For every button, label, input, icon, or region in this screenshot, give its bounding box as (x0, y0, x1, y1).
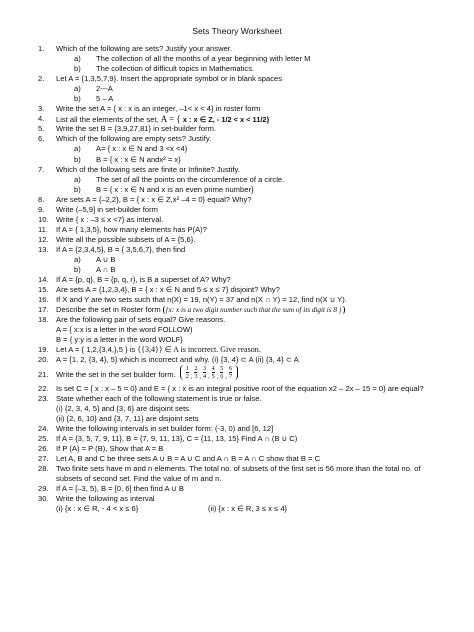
question-text (96, 94, 113, 104)
question-line (38, 195, 456, 205)
question-number: b) (74, 184, 81, 194)
question-text-main: Write the following as interval (56, 494, 155, 504)
question-text-main: (i) {x : x ∈ R, - 4 < x ≤ 6} (56, 504, 139, 514)
question-text-main: Are the following pair of sets equal? Give reasons. (56, 315, 226, 325)
question-number: 8. (38, 194, 45, 204)
question-number: b) (74, 94, 81, 104)
question-line (38, 434, 456, 444)
question-text (56, 484, 184, 494)
question-text-main: (ii) {2, 6, 10} and {3, 7, 11} are disjoint sets (56, 413, 199, 423)
question-text-main: Are sets A = {1,2,3,4}, B = { x : x ∈ N and 5 ≤ x ≤ 7} disjoint? Why? (56, 285, 280, 295)
question-text-main: If A = {p, q}, B = {p, q, r}, is B a superset of A? Why? (56, 275, 231, 285)
fraction-denominator: 7 (228, 373, 233, 380)
question-number: 27. (38, 453, 49, 463)
question-text-main: The set of all the points on the circumference of a circle. (96, 174, 285, 184)
question-text (56, 494, 155, 504)
question-continuation (38, 474, 456, 484)
question-line (38, 235, 456, 245)
question-text (56, 345, 261, 355)
question-number: 26. (38, 443, 49, 453)
question-text (56, 454, 320, 464)
question-text (56, 134, 211, 144)
question-line (38, 464, 456, 474)
question-line (38, 424, 456, 434)
question-text (56, 464, 421, 474)
question-text (56, 335, 183, 345)
question-text (96, 185, 254, 195)
question-line (38, 104, 456, 114)
question-continuation (38, 335, 456, 345)
question-text-main: Let A = {1,3,5,7,9}. Insert the appropriate symbol or in blank spaces (56, 74, 283, 84)
question-text-main: Which of the following sets are finite or Infinite? Justify. (56, 164, 240, 174)
question-number: 14. (38, 275, 49, 285)
fraction (203, 365, 206, 380)
question-text (56, 315, 225, 325)
sub-question (38, 94, 456, 104)
question-line (38, 366, 456, 384)
fraction-numerator: 1 (185, 365, 189, 372)
question-number: 23. (38, 393, 49, 403)
question-text (96, 84, 113, 94)
question-line (38, 355, 456, 365)
question-text-main: Describe the set in Roster form (56, 305, 161, 315)
question-number: 25. (38, 433, 49, 443)
question-line (38, 305, 456, 315)
question-continuation (38, 504, 456, 514)
question-text (56, 444, 163, 454)
sub-question (38, 175, 456, 185)
question-text-main: Write the set A = { x : x is an integer, –1< x < 4} in roster form (56, 104, 261, 114)
set-notation: {{3,4}} ∈ A is incorrect. Give reason. (137, 345, 261, 355)
question-text (96, 175, 284, 185)
question-text (56, 205, 158, 215)
question-text-main: If X and Y are two sets such that n(X) = 19, n(Y) = 37 and n(X ∩ Y) = 12, find n(X ∪ Y). (56, 295, 347, 305)
question-text (56, 384, 424, 394)
question-number: a) (74, 84, 81, 94)
question-text-main: B = { y:y is a letter in the word WOLF} (56, 335, 183, 345)
question-text-main: B = { x : x ∈ N and x is an even prime number} (96, 184, 254, 194)
question-line (38, 74, 456, 84)
question-text-main: Which of the following are sets? Justify your answer. (56, 44, 233, 53)
question-text (96, 255, 116, 265)
question-text-main: B = { x : x ∈ N andx² = x} (96, 154, 181, 164)
question-text-main: If P (A) = P (B), Show that A = B (56, 443, 164, 453)
question-text (56, 424, 273, 434)
fraction-denominator: 3 (194, 373, 198, 380)
question-text-main: Are sets A = {–2,2}, B = { x : x ∈ Z,x² –4 = 0} equal? Why? (56, 194, 252, 204)
fraction-numerator: 5 (220, 365, 224, 372)
question-text (96, 54, 310, 64)
question-number: 13. (38, 244, 49, 254)
question-text-main: A= { x : x ∈ N and 3 <x <4} (96, 144, 188, 154)
question-text (56, 235, 195, 245)
question-text (56, 325, 193, 335)
fraction (194, 365, 197, 380)
question-number: 7. (38, 164, 45, 174)
fraction (220, 365, 223, 380)
question-text (56, 215, 163, 225)
question-line (38, 225, 456, 235)
question-line (38, 275, 456, 285)
question-line (38, 454, 456, 464)
sub-question (38, 54, 456, 64)
question-continuation (38, 414, 456, 424)
question-text-main: subsets of second set. Find the value of m and n. (56, 473, 222, 483)
question-text-main: Let A, B and C be three sets A ∪ B = A ∪ C and A ∩ B = A ∩ C show that B = C (56, 453, 321, 463)
question-text (96, 144, 187, 154)
question-number: 19. (38, 345, 49, 355)
fraction-numerator: 3 (203, 365, 207, 372)
question-text (56, 74, 282, 84)
question-text (96, 265, 115, 275)
question-text (56, 366, 238, 384)
question-number: 29. (38, 483, 49, 493)
question-number: 4. (38, 114, 45, 124)
question-text (56, 355, 299, 365)
question-text (96, 155, 181, 165)
fraction (212, 365, 215, 380)
question-text-main: A = {1, 2, {3, 4}, 5} which is incorrect and why. (i) {3, 4} ⊂ A (ii) {3, 4} ⊂ A (56, 355, 299, 365)
question-text-main: Two finite sets have m and n elements. The total no. of subsets of the first set is 56 more than the total no. of (56, 463, 421, 473)
question-text-second: (ii) {x : x ∈ R, 3 ≤ x ≤ 4} (208, 504, 288, 514)
fraction-numerator: 4 (211, 365, 215, 372)
question-number: a) (74, 54, 81, 64)
question-text (56, 504, 288, 514)
question-text (56, 124, 216, 134)
question-text-main: Which of the following are empty sets? Justify. (56, 134, 212, 144)
set-notation: {x: x is a two digit number such that the sum of its digit is 8 } (163, 306, 345, 314)
question-line (38, 285, 456, 295)
question-number: 15. (38, 285, 49, 295)
question-text (56, 414, 199, 424)
question-text (56, 305, 345, 315)
question-text (56, 285, 280, 295)
question-number: 3. (38, 104, 45, 114)
question-number: 20. (38, 355, 49, 365)
question-text-main: (i) {2, 3, 4, 5} and {3, 6} are disjoint sets. (56, 403, 192, 413)
question-text (56, 44, 232, 54)
set-notation (161, 114, 270, 124)
question-number: 6. (38, 134, 45, 144)
question-number: 22. (38, 383, 49, 393)
question-text-main: 5 – A (96, 94, 114, 104)
fraction-denominator: 5 (211, 373, 215, 380)
question-text (56, 225, 207, 235)
set-notation-prefix: A = { (160, 114, 181, 125)
question-line (38, 114, 456, 124)
question-text (56, 295, 347, 305)
fraction-denominator: 2 (185, 373, 189, 380)
sub-question (38, 64, 456, 74)
question-text-main: A ∪ B (96, 254, 116, 264)
fraction (229, 365, 232, 380)
question-text-main: Write (–5,9] in set-builder form (56, 204, 158, 214)
question-list (38, 44, 456, 514)
fraction-numerator: 2 (194, 365, 198, 372)
set-notation-body: x : x ∈ Z, - 1/2 < x < 11/2} (182, 115, 270, 125)
page-title: Sets Theory Worksheet (192, 26, 282, 36)
question-number: 9. (38, 204, 45, 214)
question-number: 5. (38, 124, 45, 134)
question-line (38, 205, 456, 215)
question-number: 21. (38, 369, 49, 379)
question-number: a) (74, 254, 81, 264)
question-text (56, 474, 221, 484)
question-number: 10. (38, 214, 49, 224)
question-text (56, 275, 231, 285)
question-line (38, 384, 456, 394)
question-text-main: The collection of all the months of a year beginning with letter M (96, 54, 311, 64)
question-number: 1. (38, 44, 45, 53)
question-number: a) (74, 144, 81, 154)
question-line (38, 165, 456, 175)
question-number: 28. (38, 463, 49, 473)
question-number: 18. (38, 315, 49, 325)
question-text-main: Write { x : –3 ≤ x <7} as interval. (56, 214, 164, 224)
question-text-main: Write the following intervals in set builder form: (-3, 0) and [6, 12] (56, 423, 274, 433)
question-text (56, 104, 260, 114)
question-number: 24. (38, 423, 49, 433)
question-number: 12. (38, 234, 49, 244)
question-text-main: Is set C = { x : x – 5 = 0} and E = { x : x is an integral positive root of the equation x2 – 2x – 15 = 0} are equal? (56, 383, 424, 393)
question-line (38, 315, 456, 325)
question-text-main: A = { x:x is a letter in the word FOLLOW) (56, 325, 193, 335)
question-number: 11. (38, 224, 48, 234)
question-text-main: Let A = { 1,2,{3,4,},5 } is (56, 345, 136, 355)
question-text (56, 195, 252, 205)
question-text-main: If A = {3, 5, 7, 9, 11}, B = {7, 9, 11, 13}, C = {11, 13, 15} Find A ∩ (B ∪ C) (56, 433, 298, 443)
question-text-main: List all the elements of the set, (56, 115, 159, 125)
question-number: 30. (38, 494, 49, 504)
question-continuation (38, 325, 456, 335)
sub-question (38, 144, 456, 154)
sub-question (38, 155, 456, 165)
fraction-denominator: 6 (220, 373, 224, 380)
question-line (38, 215, 456, 225)
fraction-denominator: 4 (203, 373, 207, 380)
question-text-main: A ∩ B (96, 265, 116, 275)
question-text (56, 404, 191, 414)
fraction (186, 365, 189, 380)
question-text-main: If A = { 1,3,5}, how many elements has P(A)? (56, 224, 207, 234)
question-text-main: If A = [–3, 5), B = [0, 6] then find A ∪ B (56, 483, 184, 493)
question-text-main: 2---A (96, 84, 113, 94)
question-text (56, 394, 262, 404)
question-text (56, 165, 240, 175)
question-text-main: State whether each of the following statement is true or false. (56, 393, 262, 403)
fraction-numerator: 6 (228, 365, 233, 372)
question-line (38, 134, 456, 144)
question-line (38, 394, 456, 404)
question-line (38, 245, 456, 255)
question-number: b) (74, 154, 81, 164)
question-text-main: The collection of difficult topics in Mathematics. (96, 64, 255, 74)
fraction-set: $\frac{1}{2}$ , $\frac{2}{3}$ , $\frac{3}{4}$ , $\frac{4}{5}$ , $\frac{5}{6}$ , $\frac{6}{7}$ (180, 365, 238, 380)
question-text (96, 64, 254, 74)
question-number: b) (74, 265, 81, 275)
sub-question (38, 185, 456, 195)
question-continuation (38, 404, 456, 414)
question-line (38, 44, 456, 54)
question-line (38, 494, 456, 504)
question-text-main: If A = {2,3,4,5}, B = { 3,5,6,7}, then find (56, 244, 186, 254)
sub-question (38, 255, 456, 265)
question-line (38, 484, 456, 494)
question-number: 2. (38, 74, 45, 84)
question-number: 17. (38, 305, 49, 315)
question-line (38, 444, 456, 454)
question-text-main: Write the set in the set builder form. (56, 369, 176, 379)
question-number: a) (74, 174, 81, 184)
question-text (56, 434, 297, 444)
question-text-main: Write all the possible subsets of A = {5,6}. (56, 234, 196, 244)
question-number: b) (74, 64, 81, 74)
sub-question (38, 265, 456, 275)
question-line (38, 124, 456, 134)
question-text (56, 245, 185, 255)
sub-question (38, 84, 456, 94)
question-number: 16. (38, 295, 49, 305)
question-line (38, 295, 456, 305)
question-line (38, 345, 456, 355)
question-text-main: Write the set B = {3,9,27,81} in set-builder form. (56, 124, 217, 134)
